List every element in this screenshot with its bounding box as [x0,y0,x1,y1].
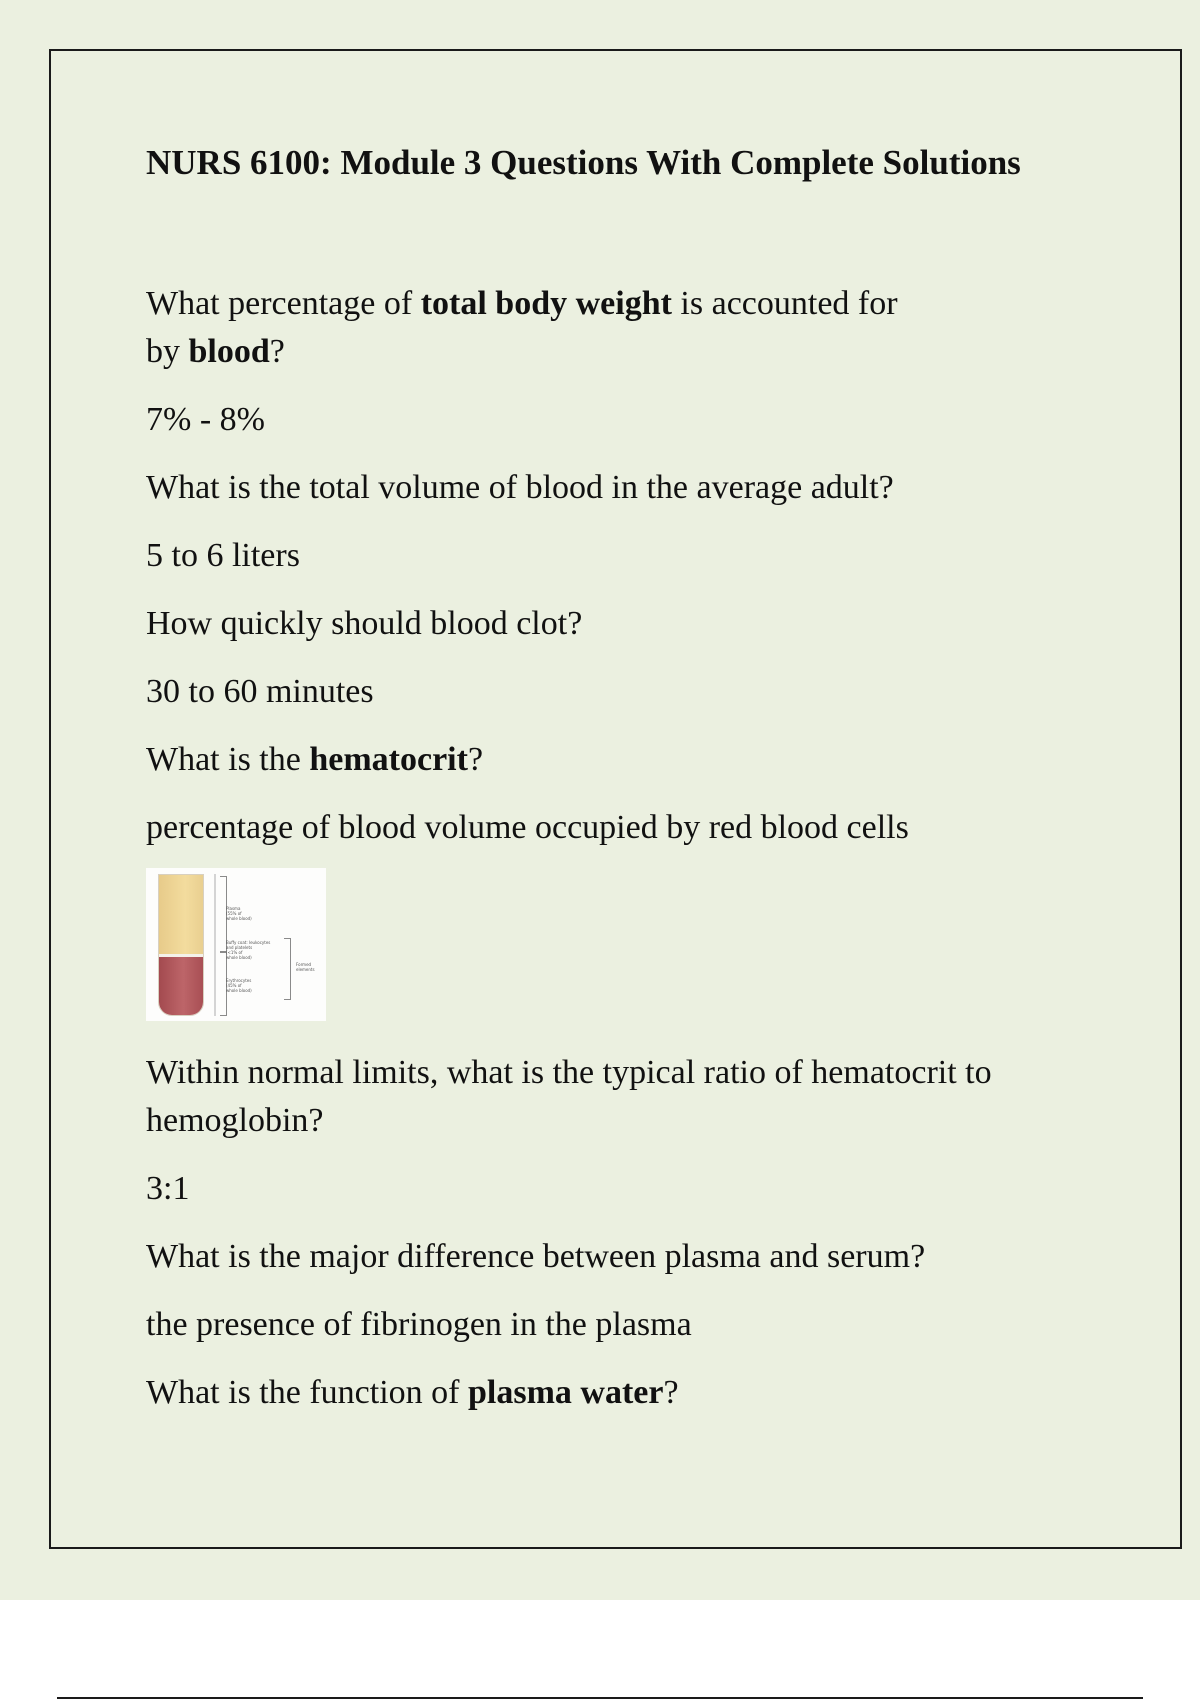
text-run: 30 to 60 minutes [146,673,374,710]
bold-term: blood [188,333,270,370]
question-text [146,1233,1106,1281]
erythrocyte-layer [159,957,203,1016]
answer-text [146,668,1106,716]
figure-label-line: Erythrocytes [226,978,252,983]
question-text [146,1049,1106,1145]
text-run: ? [467,741,484,778]
tube-divider [214,874,216,1016]
text-run: is accounted for [671,285,898,322]
figure-label-line: Plasma [226,906,241,911]
text-run: What is the total volume of blood in the average adult? [146,469,894,506]
bold-term: plasma water [467,1374,664,1411]
document-title: NURS 6100: Module 3 Questions With Complete Solutions [146,143,1021,182]
centrifuged-blood-tube [158,874,204,1016]
question-text [146,600,1106,648]
figure-label-line: elements [296,967,315,972]
text-run: What is the major difference between plasma and serum? [146,1238,926,1275]
answer-text [146,1165,1106,1213]
figure-label-line: whole blood) [226,955,252,960]
figure-label-line: (45% of [226,983,242,988]
text-run: How quickly should blood clot? [146,605,583,642]
text-run: What percentage of [146,285,421,322]
text-run: 7% - 8% [146,401,265,438]
text-run: percentage of blood volume occupied by red blood cells [146,809,909,846]
question-text [146,280,1106,376]
figure-label-line: whole blood) [226,916,252,921]
buffy-coat-label [226,940,270,960]
formed-elements-bracket [284,938,291,1000]
text-run: 3:1 [146,1170,190,1207]
figure-label-line: Buffy coat: leukocytes [226,940,271,945]
footer-rule [57,1697,1143,1699]
figure-label-line: (<1% of [226,950,243,955]
text-run: Within normal limits, what is the typical ratio of hematocrit to hemoglobin? [146,1054,992,1139]
text-run: ? [269,333,285,370]
question-text [146,1369,1106,1417]
blood-tube-figure [146,868,326,1021]
qa-list [146,280,1106,1437]
text-run: 5 to 6 liters [146,537,300,574]
text-run: What is the function of [146,1374,468,1411]
figure-label-line: (55% of [226,911,242,916]
figure-label-line: Formed [296,962,312,967]
figure-label-line: whole blood) [226,988,252,993]
formed-elements-label [296,962,315,972]
plasma-layer [159,875,203,954]
text-run: What is the [146,741,310,778]
question-text [146,464,1106,512]
text-run: by [146,333,189,370]
answer-text [146,396,1106,444]
plasma-label [226,906,252,921]
text-run: the presence of fibrinogen in the plasma [146,1306,692,1343]
answer-text [146,804,1106,852]
figure-label-line: and platelets [226,945,253,950]
answer-text [146,532,1106,580]
answer-text [146,1301,1106,1349]
text-run: ? [663,1374,679,1411]
question-text [146,736,1106,784]
bold-term: total body weight [420,285,672,322]
erythrocyte-label [226,978,252,993]
bold-term: hematocrit [309,741,468,778]
